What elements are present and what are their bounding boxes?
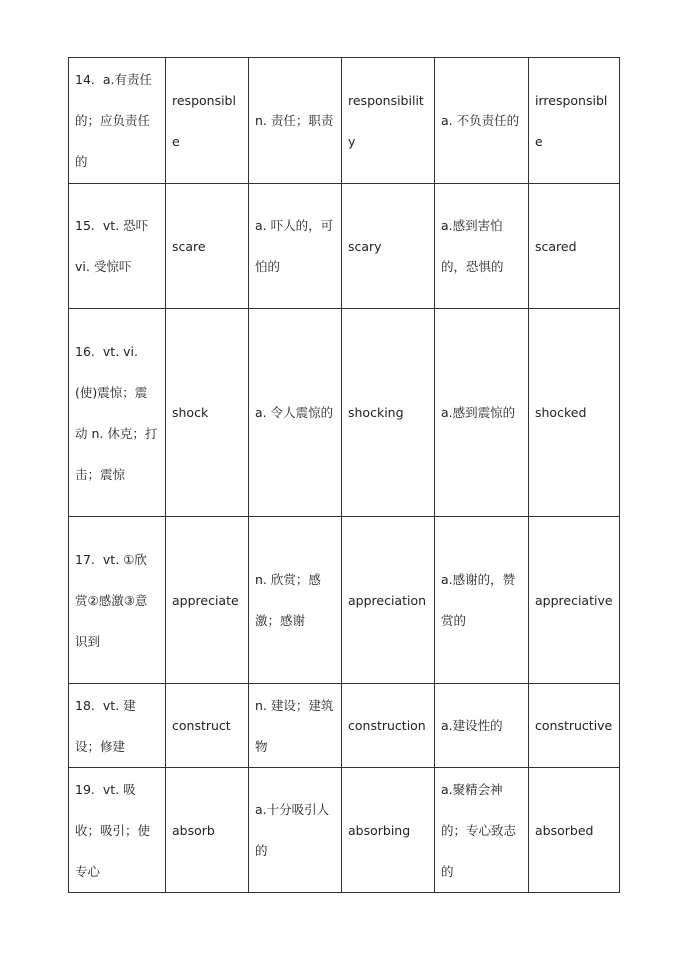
adjective-meaning-cell: a. 不负责任的 <box>435 58 529 184</box>
row-number: 15. <box>75 218 95 233</box>
adjective-word-cell: scared <box>529 184 620 309</box>
derived-meaning-cell: n. 责任；职责 <box>249 58 342 184</box>
row-number: 19. <box>75 781 95 797</box>
adjective-meaning-cell: a.聚精会神的；专心致志的 <box>435 768 529 893</box>
table-row <box>69 768 620 893</box>
meaning-cell <box>69 58 166 184</box>
word-cell: shock <box>166 309 249 517</box>
meaning-text: vt. 恐吓 vi. 受惊吓 <box>75 218 149 274</box>
adjective-word-cell: constructive <box>529 684 620 768</box>
derived-word-cell: shocking <box>342 309 435 517</box>
row-number: 18. <box>75 697 95 713</box>
word-cell: scare <box>166 184 249 309</box>
row-number: 14. <box>75 72 95 87</box>
table-row <box>69 58 620 184</box>
adjective-word-cell: absorbed <box>529 768 620 893</box>
meaning-text: vt. 建设；修建 <box>75 697 136 754</box>
table-row <box>69 184 620 309</box>
table-row <box>69 517 620 684</box>
adjective-word-cell: shocked <box>529 309 620 517</box>
table-row <box>69 309 620 517</box>
meaning-cell <box>69 768 166 893</box>
meaning-text: vt. vi. (使)震惊；震动 n. 休克；打击；震惊 <box>75 343 158 482</box>
meaning-cell <box>69 309 166 517</box>
derived-meaning-cell: a. 令人震惊的 <box>249 309 342 517</box>
meaning-text: a.有责任的；应负责任的 <box>75 72 153 169</box>
meaning-cell <box>69 684 166 768</box>
derived-word-cell: scary <box>342 184 435 309</box>
derived-meaning-cell: n. 欣赏；感激；感谢 <box>249 517 342 684</box>
row-number: 17. <box>75 551 95 567</box>
meaning-text: vt. 吸收；吸引；使专心 <box>75 781 151 879</box>
adjective-meaning-cell: a.感谢的，赞赏的 <box>435 517 529 684</box>
derived-word-cell: appreciation <box>342 517 435 684</box>
derived-meaning-cell: a.十分吸引人的 <box>249 768 342 893</box>
word-cell: construct <box>166 684 249 768</box>
vocabulary-table <box>68 57 620 893</box>
adjective-word-cell: appreciative <box>529 517 620 684</box>
meaning-cell <box>69 517 166 684</box>
table-row <box>69 684 620 768</box>
meaning-text: vt. ①欣赏②感激③意识到 <box>75 551 148 649</box>
word-cell: absorb <box>166 768 249 893</box>
derived-word-cell: responsibility <box>342 58 435 184</box>
derived-word-cell: construction <box>342 684 435 768</box>
adjective-meaning-cell: a.感到震惊的 <box>435 309 529 517</box>
adjective-meaning-cell: a.建设性的 <box>435 684 529 768</box>
meaning-cell <box>69 184 166 309</box>
word-cell: responsible <box>166 58 249 184</box>
word-cell: appreciate <box>166 517 249 684</box>
adjective-meaning-cell: a.感到害怕的，恐惧的 <box>435 184 529 309</box>
derived-meaning-cell: n. 建设；建筑物 <box>249 684 342 768</box>
derived-meaning-cell: a. 吓人的，可怕的 <box>249 184 342 309</box>
derived-word-cell: absorbing <box>342 768 435 893</box>
adjective-word-cell: irresponsible <box>529 58 620 184</box>
row-number: 16. <box>75 343 95 359</box>
